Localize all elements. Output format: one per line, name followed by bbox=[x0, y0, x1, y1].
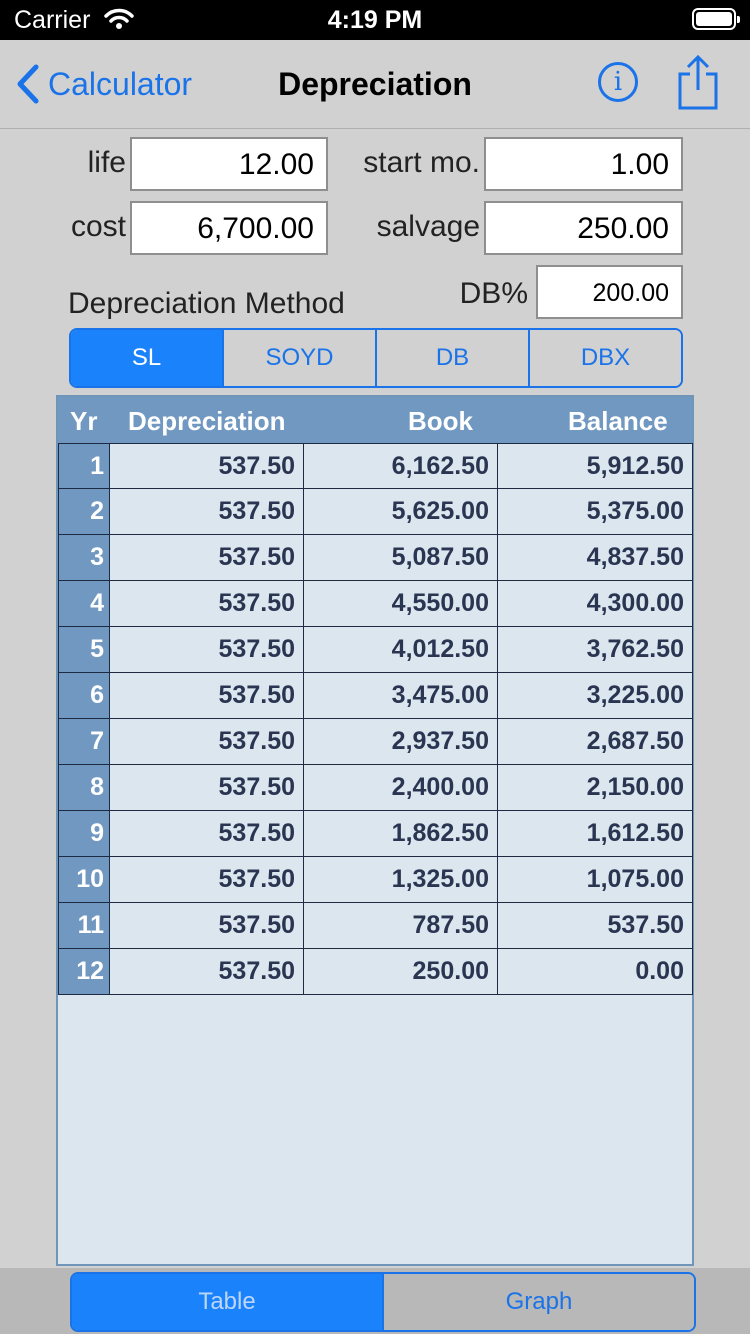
table-header bbox=[58, 397, 692, 443]
row-depreciation-cell: 537.50 bbox=[109, 581, 304, 627]
table-body bbox=[58, 443, 692, 995]
header-book: Book bbox=[408, 406, 473, 436]
salvage-label: salvage bbox=[376, 210, 480, 243]
clock: 4:19 PM bbox=[327, 6, 423, 34]
table-row bbox=[58, 903, 692, 949]
header-depreciation: Depreciation bbox=[128, 406, 286, 436]
row-balance-cell: 2,150.00 bbox=[497, 765, 693, 811]
row-depreciation-cell: 537.50 bbox=[109, 811, 304, 857]
table-row bbox=[58, 535, 692, 581]
row-year-cell: 2 bbox=[58, 489, 110, 535]
row-book-cell: 5,625.00 bbox=[303, 489, 498, 535]
table-row bbox=[58, 673, 692, 719]
table-row bbox=[58, 627, 692, 673]
table-row bbox=[58, 581, 692, 627]
start-month-field[interactable]: 1.00 bbox=[484, 137, 683, 191]
row-balance-cell: 5,912.50 bbox=[497, 443, 693, 489]
graph-view-button[interactable]: Graph bbox=[382, 1274, 694, 1330]
row-book-cell: 1,325.00 bbox=[303, 857, 498, 903]
row-year-cell: 10 bbox=[58, 857, 110, 903]
row-year-cell: 8 bbox=[58, 765, 110, 811]
row-depreciation-cell: 537.50 bbox=[109, 627, 304, 673]
row-balance-cell: 537.50 bbox=[497, 903, 693, 949]
row-book-cell: 4,550.00 bbox=[303, 581, 498, 627]
navigation-bar bbox=[0, 40, 750, 129]
row-balance-cell: 1,612.50 bbox=[497, 811, 693, 857]
carrier-label: Carrier bbox=[14, 6, 91, 34]
row-depreciation-cell: 537.50 bbox=[109, 535, 304, 581]
row-depreciation-cell: 537.50 bbox=[109, 857, 304, 903]
row-balance-cell: 5,375.00 bbox=[497, 489, 693, 535]
row-book-cell: 2,400.00 bbox=[303, 765, 498, 811]
row-book-cell: 1,862.50 bbox=[303, 811, 498, 857]
back-button-label: Calculator bbox=[48, 65, 193, 102]
cost-field[interactable]: 6,700.00 bbox=[130, 201, 328, 255]
row-year-cell: 5 bbox=[58, 627, 110, 673]
row-book-cell: 5,087.50 bbox=[303, 535, 498, 581]
db-percent-label: DB% bbox=[459, 277, 528, 310]
table-row bbox=[58, 489, 692, 535]
row-depreciation-cell: 537.50 bbox=[109, 949, 304, 995]
row-balance-cell: 3,225.00 bbox=[497, 673, 693, 719]
header-year: Yr bbox=[70, 406, 98, 436]
method-db-button[interactable]: DB bbox=[375, 330, 528, 386]
bottom-toolbar bbox=[0, 1268, 750, 1334]
db-percent-field[interactable]: 200.00 bbox=[536, 265, 683, 319]
row-balance-cell: 1,075.00 bbox=[497, 857, 693, 903]
table-row bbox=[58, 443, 692, 489]
depreciation-table[interactable] bbox=[56, 395, 694, 1266]
method-sl-button[interactable]: SL bbox=[71, 330, 222, 386]
method-dbx-button[interactable]: DBX bbox=[528, 330, 681, 386]
row-depreciation-cell: 537.50 bbox=[109, 903, 304, 949]
row-book-cell: 787.50 bbox=[303, 903, 498, 949]
row-balance-cell: 4,837.50 bbox=[497, 535, 693, 581]
row-year-cell: 4 bbox=[58, 581, 110, 627]
row-book-cell: 250.00 bbox=[303, 949, 498, 995]
row-book-cell: 3,475.00 bbox=[303, 673, 498, 719]
row-depreciation-cell: 537.50 bbox=[109, 489, 304, 535]
row-depreciation-cell: 537.50 bbox=[109, 719, 304, 765]
info-icon[interactable]: i bbox=[598, 62, 638, 102]
row-year-cell: 3 bbox=[58, 535, 110, 581]
row-depreciation-cell: 537.50 bbox=[109, 765, 304, 811]
table-row bbox=[58, 857, 692, 903]
row-year-cell: 12 bbox=[58, 949, 110, 995]
row-year-cell: 11 bbox=[58, 903, 110, 949]
row-book-cell: 4,012.50 bbox=[303, 627, 498, 673]
row-balance-cell: 3,762.50 bbox=[497, 627, 693, 673]
cost-label: cost bbox=[70, 210, 126, 243]
depreciation-method-label: Depreciation Method bbox=[68, 287, 345, 320]
row-balance-cell: 2,687.50 bbox=[497, 719, 693, 765]
method-soyd-button[interactable]: SOYD bbox=[222, 330, 375, 386]
header-balance: Balance bbox=[568, 406, 668, 436]
row-year-cell: 9 bbox=[58, 811, 110, 857]
status-bar bbox=[0, 0, 750, 40]
row-book-cell: 2,937.50 bbox=[303, 719, 498, 765]
row-balance-cell: 0.00 bbox=[497, 949, 693, 995]
start-month-label: start mo. bbox=[363, 146, 480, 179]
table-view-button[interactable]: Table bbox=[72, 1274, 382, 1330]
row-book-cell: 6,162.50 bbox=[303, 443, 498, 489]
view-toggle bbox=[70, 1272, 696, 1332]
share-icon[interactable] bbox=[676, 54, 720, 117]
table-row bbox=[58, 719, 692, 765]
row-balance-cell: 4,300.00 bbox=[497, 581, 693, 627]
salvage-field[interactable]: 250.00 bbox=[484, 201, 683, 255]
row-depreciation-cell: 537.50 bbox=[109, 443, 304, 489]
table-row bbox=[58, 949, 692, 995]
life-field[interactable]: 12.00 bbox=[130, 137, 328, 191]
row-year-cell: 1 bbox=[58, 443, 110, 489]
row-depreciation-cell: 537.50 bbox=[109, 673, 304, 719]
page-title: Depreciation bbox=[278, 66, 472, 102]
battery-icon bbox=[692, 8, 736, 30]
table-row bbox=[58, 811, 692, 857]
table-row bbox=[58, 765, 692, 811]
row-year-cell: 6 bbox=[58, 673, 110, 719]
depreciation-method-selector bbox=[69, 328, 683, 388]
row-year-cell: 7 bbox=[58, 719, 110, 765]
life-label: life bbox=[87, 146, 126, 179]
